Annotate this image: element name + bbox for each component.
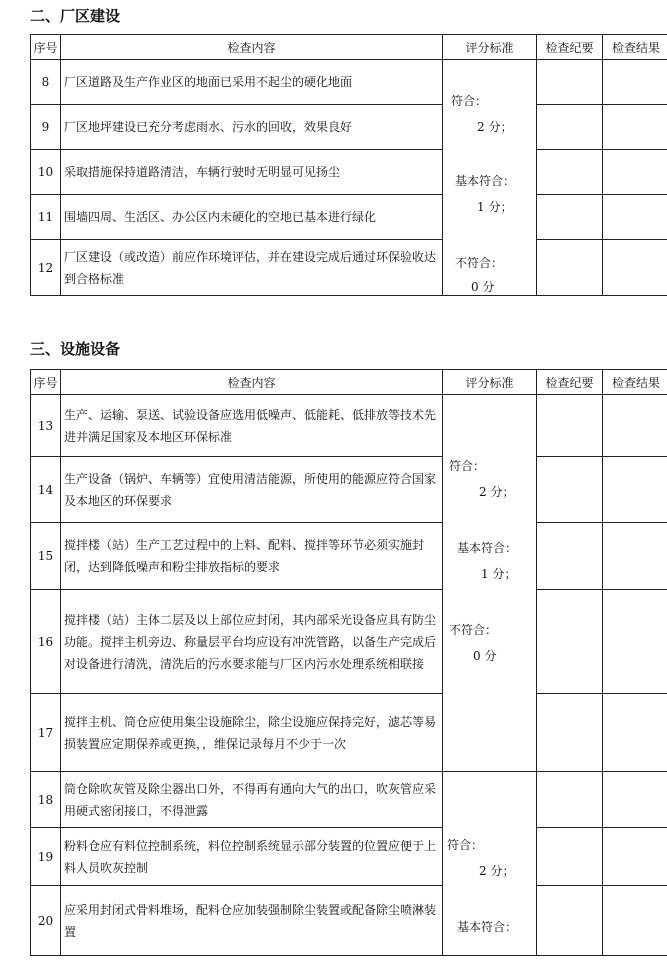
scoring-line: 1 分； <box>481 567 517 581</box>
table-row <box>31 886 667 956</box>
table-row <box>31 457 667 523</box>
row-content: 筒仓除吹灰管及除尘器出口外，不得再有通向大气的出口，吹灰管应采用硬式密闭接口，不得泄露 <box>61 772 443 828</box>
result-cell[interactable] <box>603 60 667 105</box>
row-content: 粉料仓应有料位控制系统，料位控制系统显示部分装置的位置应便于上料人员吹灰控制 <box>61 828 443 886</box>
row-number: 16 <box>31 590 61 694</box>
section2-table <box>30 34 667 296</box>
col-header-scoring: 评分标准 <box>443 35 537 60</box>
col-header-notes: 检查纪要 <box>537 35 603 60</box>
scoring-line: 不符合： <box>455 256 504 270</box>
result-cell[interactable] <box>603 240 667 296</box>
row-content: 搅拌楼（站）生产工艺过程中的上料、配料、搅拌等环节必须实施封闭，达到降低噪声和粉尘排放指标的要求 <box>61 523 443 590</box>
table-row <box>31 60 667 105</box>
notes-cell[interactable] <box>537 590 603 694</box>
notes-cell[interactable] <box>537 105 603 150</box>
result-cell[interactable] <box>603 828 667 886</box>
row-number: 18 <box>31 772 61 828</box>
section3-title: 三、设施设备 <box>30 340 121 358</box>
result-cell[interactable] <box>603 457 667 523</box>
row-content: 厂区建设（或改造）前应作环境评估，并在建设完成后通过环保验收达到合格标准 <box>61 240 443 296</box>
table-row <box>31 694 667 772</box>
row-number: 13 <box>31 395 61 457</box>
col-header-result: 检查结果 <box>603 370 667 395</box>
scoring-cell <box>443 772 537 956</box>
row-content: 采取措施保持道路清洁，车辆行驶时无明显可见扬尘 <box>61 150 443 195</box>
result-cell[interactable] <box>603 150 667 195</box>
scoring-line: 2 分； <box>477 120 513 134</box>
table-row <box>31 105 667 150</box>
row-content: 厂区地坪建设已充分考虑雨水、污水的回收，效果良好 <box>61 105 443 150</box>
row-number: 14 <box>31 457 61 523</box>
result-cell[interactable] <box>603 886 667 956</box>
row-number: 15 <box>31 523 61 590</box>
notes-cell[interactable] <box>537 240 603 296</box>
col-header-no: 序号 <box>31 35 61 60</box>
row-content: 生产、运输、泵送、试验设备应选用低噪声、低能耗、低排放等技术先进并满足国家及本地区环保标准 <box>61 395 443 457</box>
table-row <box>31 240 667 296</box>
result-cell[interactable] <box>603 105 667 150</box>
row-number: 12 <box>31 240 61 296</box>
row-number: 17 <box>31 694 61 772</box>
row-number: 8 <box>31 60 61 105</box>
col-header-content: 检查内容 <box>61 370 443 395</box>
scoring-line: 0 分 <box>473 649 497 663</box>
table-header-row <box>31 370 667 395</box>
row-content: 围墙四周、生活区、办公区内未硬化的空地已基本进行绿化 <box>61 195 443 240</box>
row-content: 搅拌楼（站）主体二层及以上部位应封闭，其内部采光设备应具有防尘功能。搅拌主机旁边、称量层平台均应设有冲洗管路，以备生产完成后对设备进行清洗，清洗后的污水要求能与厂区内污水处理系统相联接 <box>61 590 443 694</box>
section3-table <box>30 369 667 956</box>
table-row <box>31 772 667 828</box>
row-content: 应采用封闭式骨料堆场，配料仓应加装强制除尘装置或配备除尘喷淋装置 <box>61 886 443 956</box>
scoring-line: 符合： <box>447 838 484 852</box>
notes-cell[interactable] <box>537 395 603 457</box>
col-header-scoring: 评分标准 <box>443 370 537 395</box>
result-cell[interactable] <box>603 590 667 694</box>
table-row <box>31 195 667 240</box>
table-row <box>31 150 667 195</box>
notes-cell[interactable] <box>537 828 603 886</box>
result-cell[interactable] <box>603 195 667 240</box>
result-cell[interactable] <box>603 694 667 772</box>
row-number: 11 <box>31 195 61 240</box>
scoring-cell <box>443 60 537 296</box>
section2-title: 二、厂区建设 <box>30 7 121 25</box>
scoring-line: 基本符合： <box>457 920 518 934</box>
col-header-no: 序号 <box>31 370 61 395</box>
row-content: 搅拌主机、筒仓应使用集尘设施除尘，除尘设施应保持完好，滤芯等易损装置应定期保养或更换，，维保记录每月不少于一次 <box>61 694 443 772</box>
scoring-line: 2 分； <box>479 864 515 878</box>
scoring-line: 2 分； <box>479 485 515 499</box>
result-cell[interactable] <box>603 395 667 457</box>
col-header-content: 检查内容 <box>61 35 443 60</box>
scoring-line: 1 分； <box>477 200 513 214</box>
scoring-line: 符合： <box>449 459 486 473</box>
row-number: 19 <box>31 828 61 886</box>
scoring-line: 0 分 <box>471 280 495 294</box>
col-header-result: 检查结果 <box>603 35 667 60</box>
notes-cell[interactable] <box>537 150 603 195</box>
notes-cell[interactable] <box>537 694 603 772</box>
scoring-line: 符合： <box>451 94 488 108</box>
row-number: 9 <box>31 105 61 150</box>
row-number: 20 <box>31 886 61 956</box>
scoring-line: 基本符合： <box>457 541 518 555</box>
row-content: 生产设备（锅炉、车辆等）宜使用清洁能源，所使用的能源应符合国家及本地区的环保要求 <box>61 457 443 523</box>
table-row <box>31 523 667 590</box>
row-content: 厂区道路及生产作业区的地面已采用不起尘的硬化地面 <box>61 60 443 105</box>
notes-cell[interactable] <box>537 523 603 590</box>
table-row <box>31 590 667 694</box>
notes-cell[interactable] <box>537 60 603 105</box>
table-header-row <box>31 35 667 60</box>
notes-cell[interactable] <box>537 195 603 240</box>
table-row <box>31 395 667 457</box>
scoring-cell <box>443 395 537 772</box>
scoring-line: 不符合： <box>449 623 498 637</box>
notes-cell[interactable] <box>537 772 603 828</box>
notes-cell[interactable] <box>537 457 603 523</box>
notes-cell[interactable] <box>537 886 603 956</box>
result-cell[interactable] <box>603 523 667 590</box>
col-header-notes: 检查纪要 <box>537 370 603 395</box>
table-row <box>31 828 667 886</box>
row-number: 10 <box>31 150 61 195</box>
scoring-line: 基本符合： <box>455 174 516 188</box>
result-cell[interactable] <box>603 772 667 828</box>
